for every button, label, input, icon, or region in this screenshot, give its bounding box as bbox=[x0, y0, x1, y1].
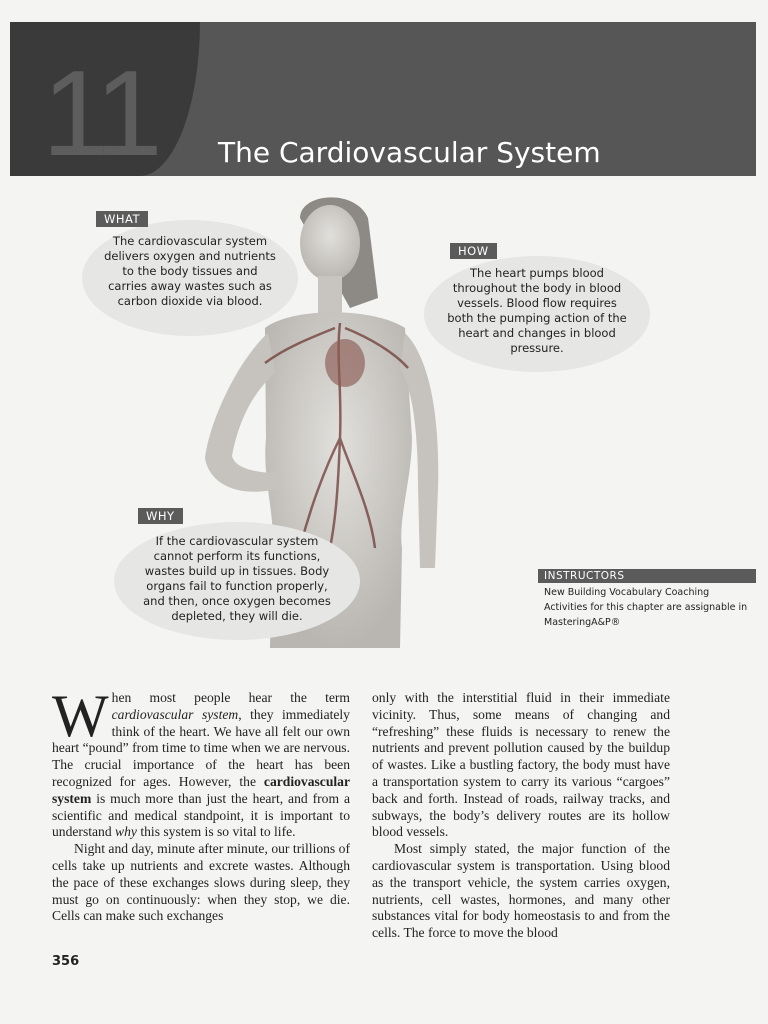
why-callout bbox=[114, 522, 360, 640]
paragraph-4: Most simply stated, the major function of the cardiovascular system is transportation. Using blood as the transport vehicle, the system carries oxygen, nutrients, cell wastes, hormones, and many other substances vital for body homeostasis to and from the cells. The force to move the blood bbox=[372, 841, 670, 941]
instructors-text: New Building Vocabulary Coaching Activities for this chapter are assignable in MasteringA&P® bbox=[544, 587, 748, 628]
why-tag: WHY bbox=[138, 508, 183, 524]
intro-paragraph: When most people hear the term cardiovascular system, they immediately think of the heart. We have all felt our own heart “pound” from time to time when we are nervous. The crucial importance of the heart has been recognized for ages. However, the cardiovascular system is much more than just the heart, and from a scientific and medical standpoint, it is important to understand why this system is so vital to life. bbox=[52, 683, 350, 840]
what-callout bbox=[82, 220, 298, 336]
body-column-left bbox=[52, 683, 350, 925]
how-tag: HOW bbox=[450, 243, 497, 259]
drop-cap: W bbox=[52, 683, 109, 749]
what-callout-text: The cardiovascular system delivers oxygen and nutrients to the body tissues and carries away wastes such as carbon dioxide via blood. bbox=[104, 234, 276, 308]
how-callout-text: The heart pumps blood throughout the body in blood vessels. Blood flow requires both the pumping action of the heart and changes in blood pressure. bbox=[447, 266, 627, 355]
chapter-number: 11 bbox=[42, 45, 157, 176]
body-column-right bbox=[372, 690, 670, 942]
key-term: cardiovascular system bbox=[52, 773, 350, 806]
page-number: 356 bbox=[52, 954, 80, 969]
instructors-heading: INSTRUCTORS bbox=[538, 569, 756, 583]
how-callout bbox=[424, 256, 650, 372]
why-callout-text: If the cardiovascular system cannot perform its functions, wastes build up in tissues. Body organs fail to function properly, and then, once oxygen becomes depleted, they will die. bbox=[143, 534, 331, 623]
paragraph-3: only with the interstitial fluid in their immediate vicinity. Thus, some means of changing and “refreshing” these fluids is necessary to renew the nutrients and prevent pollution caused by the buildup of wastes. Like a bustling factory, the body must have a transportation system to carry its various “cargoes” back and forth. Instead of roads, railway tracks, and subways, the body’s delivery routes are its hollow blood vessels. bbox=[372, 690, 670, 840]
instructors-note bbox=[538, 569, 756, 632]
chapter-title: The Cardiovascular System bbox=[218, 136, 601, 169]
chapter-banner bbox=[10, 22, 756, 176]
term-italic: cardiovascular system bbox=[111, 706, 239, 722]
what-tag: WHAT bbox=[96, 211, 148, 227]
paragraph-2: Night and day, minute after minute, our trillions of cells take up nutrients and excrete wastes. Although the pace of these exchanges slows during sleep, they must go on continuously: when they stop, we die. Cells can make such exchanges bbox=[52, 841, 350, 924]
